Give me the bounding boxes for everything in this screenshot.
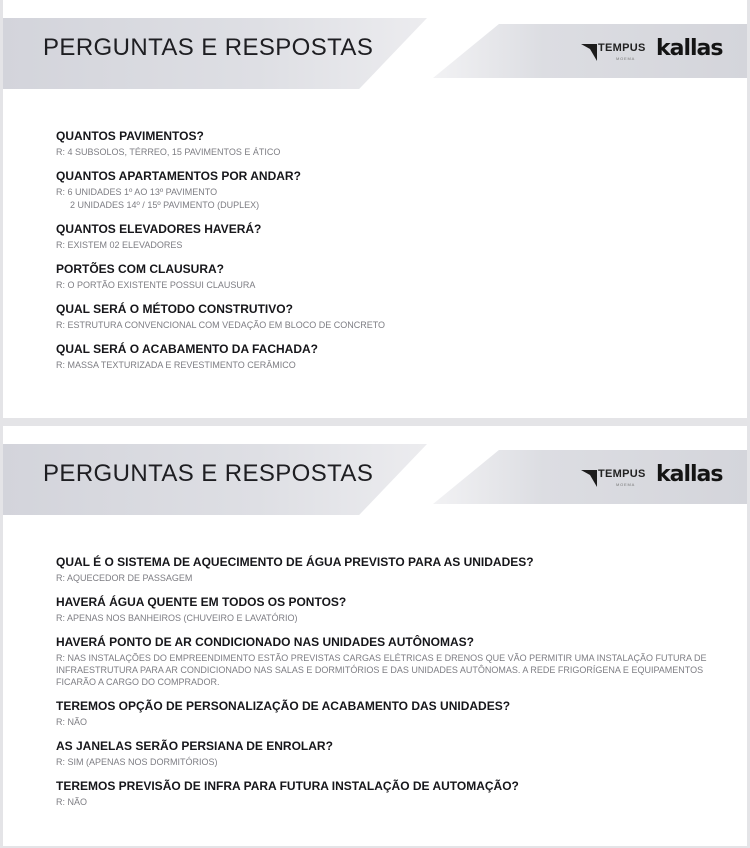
question: HAVERÁ PONTO DE AR CONDICIONADO NAS UNIDADES AUTÔNOMAS? — [56, 635, 475, 649]
answer: R: NAS INSTALAÇÕES DO EMPREENDIMENTO ESTÃO PREVISTAS CARGAS ELÉTRICAS E DRENOS QUE VÃO PERMITIR UMA INSTALAÇÃO FUTURA DE INFRAESTRUTURA PARA AR CONDICIONADO NAS SALAS E DORMITÓRIOS E DAS UNIDADES AUTÔNOMAS. A REDE FRIGORÍGENA E EQUIPAMENTOS FICARÃO A CARGO DO COMPRADOR. — [56, 653, 707, 687]
question: QUANTOS APARTAMENTOS POR ANDAR? — [56, 169, 301, 183]
question: TEREMOS PREVISÃO DE INFRA PARA FUTURA INSTALAÇÃO DE AUTOMAÇÃO? — [56, 779, 519, 793]
answer-line-2: 2 UNIDADES 14º / 15º PAVIMENTO (DUPLEX) — [70, 200, 260, 210]
qa-item — [56, 555, 741, 584]
question: AS JANELAS SERÃO PERSIANA DE ENROLAR? — [56, 739, 333, 753]
qa-list — [56, 129, 741, 382]
tempus-logo — [581, 40, 646, 64]
tempus-mark-icon — [581, 42, 599, 62]
tempus-logo — [581, 466, 646, 490]
slide-2 — [3, 426, 747, 846]
qa-item — [56, 635, 741, 688]
answer: R: APENAS NOS BANHEIROS (CHUVEIRO E LAVATÓRIO) — [56, 613, 298, 623]
qa-list — [56, 555, 741, 819]
answer: R: ESTRUTURA CONVENCIONAL COM VEDAÇÃO EM BLOCO DE CONCRETO — [56, 320, 386, 330]
qa-item — [56, 262, 741, 291]
slide-title: PERGUNTAS E RESPOSTAS — [43, 34, 374, 61]
slide-1 — [3, 0, 747, 418]
qa-item — [56, 699, 741, 728]
tempus-mark-icon — [581, 468, 599, 488]
question: QUAL SERÁ O MÉTODO CONSTRUTIVO? — [56, 302, 293, 316]
qa-item — [56, 779, 741, 808]
qa-item — [56, 739, 741, 768]
tempus-wordmark: TEMPUS — [598, 468, 646, 480]
answer: R: SIM (APENAS NOS DORMITÓRIOS) — [56, 757, 218, 767]
question: TEREMOS OPÇÃO DE PERSONALIZAÇÃO DE ACABAMENTO DAS UNIDADES? — [56, 699, 511, 713]
slide-title: PERGUNTAS E RESPOSTAS — [43, 460, 374, 487]
qa-item — [56, 595, 741, 624]
answer: R: MASSA TEXTURIZADA E REVESTIMENTO CERÂMICO — [56, 360, 296, 370]
qa-item — [56, 222, 741, 251]
answer: R: AQUECEDOR DE PASSAGEM — [56, 573, 193, 583]
qa-item — [56, 129, 741, 158]
answer: R: O PORTÃO EXISTENTE POSSUI CLAUSURA — [56, 280, 256, 290]
question: QUAL É O SISTEMA DE AQUECIMENTO DE ÁGUA PREVISTO PARA AS UNIDADES? — [56, 555, 534, 569]
question: QUAL SERÁ O ACABAMENTO DA FACHADA? — [56, 342, 319, 356]
qa-item — [56, 302, 741, 331]
answer: R: EXISTEM 02 ELEVADORES — [56, 240, 183, 250]
kallas-logo: kallas — [656, 36, 723, 61]
answer: R: NÃO — [56, 797, 88, 807]
tempus-subtitle: MOEMA — [616, 56, 636, 61]
tempus-subtitle: MOEMA — [616, 482, 636, 487]
question: PORTÕES COM CLAUSURA? — [56, 262, 224, 276]
answer: R: NÃO — [56, 717, 88, 727]
question: QUANTOS ELEVADORES HAVERÁ? — [56, 222, 262, 236]
qa-item — [56, 342, 741, 371]
question: QUANTOS PAVIMENTOS? — [56, 129, 204, 143]
kallas-logo: kallas — [656, 462, 723, 487]
answer: R: 6 UNIDADES 1º AO 13º PAVIMENTO — [56, 187, 218, 197]
answer: R: 4 SUBSOLOS, TÉRREO, 15 PAVIMENTOS E ÁTICO — [56, 147, 281, 157]
question: HAVERÁ ÁGUA QUENTE EM TODOS OS PONTOS? — [56, 595, 347, 609]
tempus-wordmark: TEMPUS — [598, 42, 646, 54]
qa-item — [56, 169, 741, 211]
